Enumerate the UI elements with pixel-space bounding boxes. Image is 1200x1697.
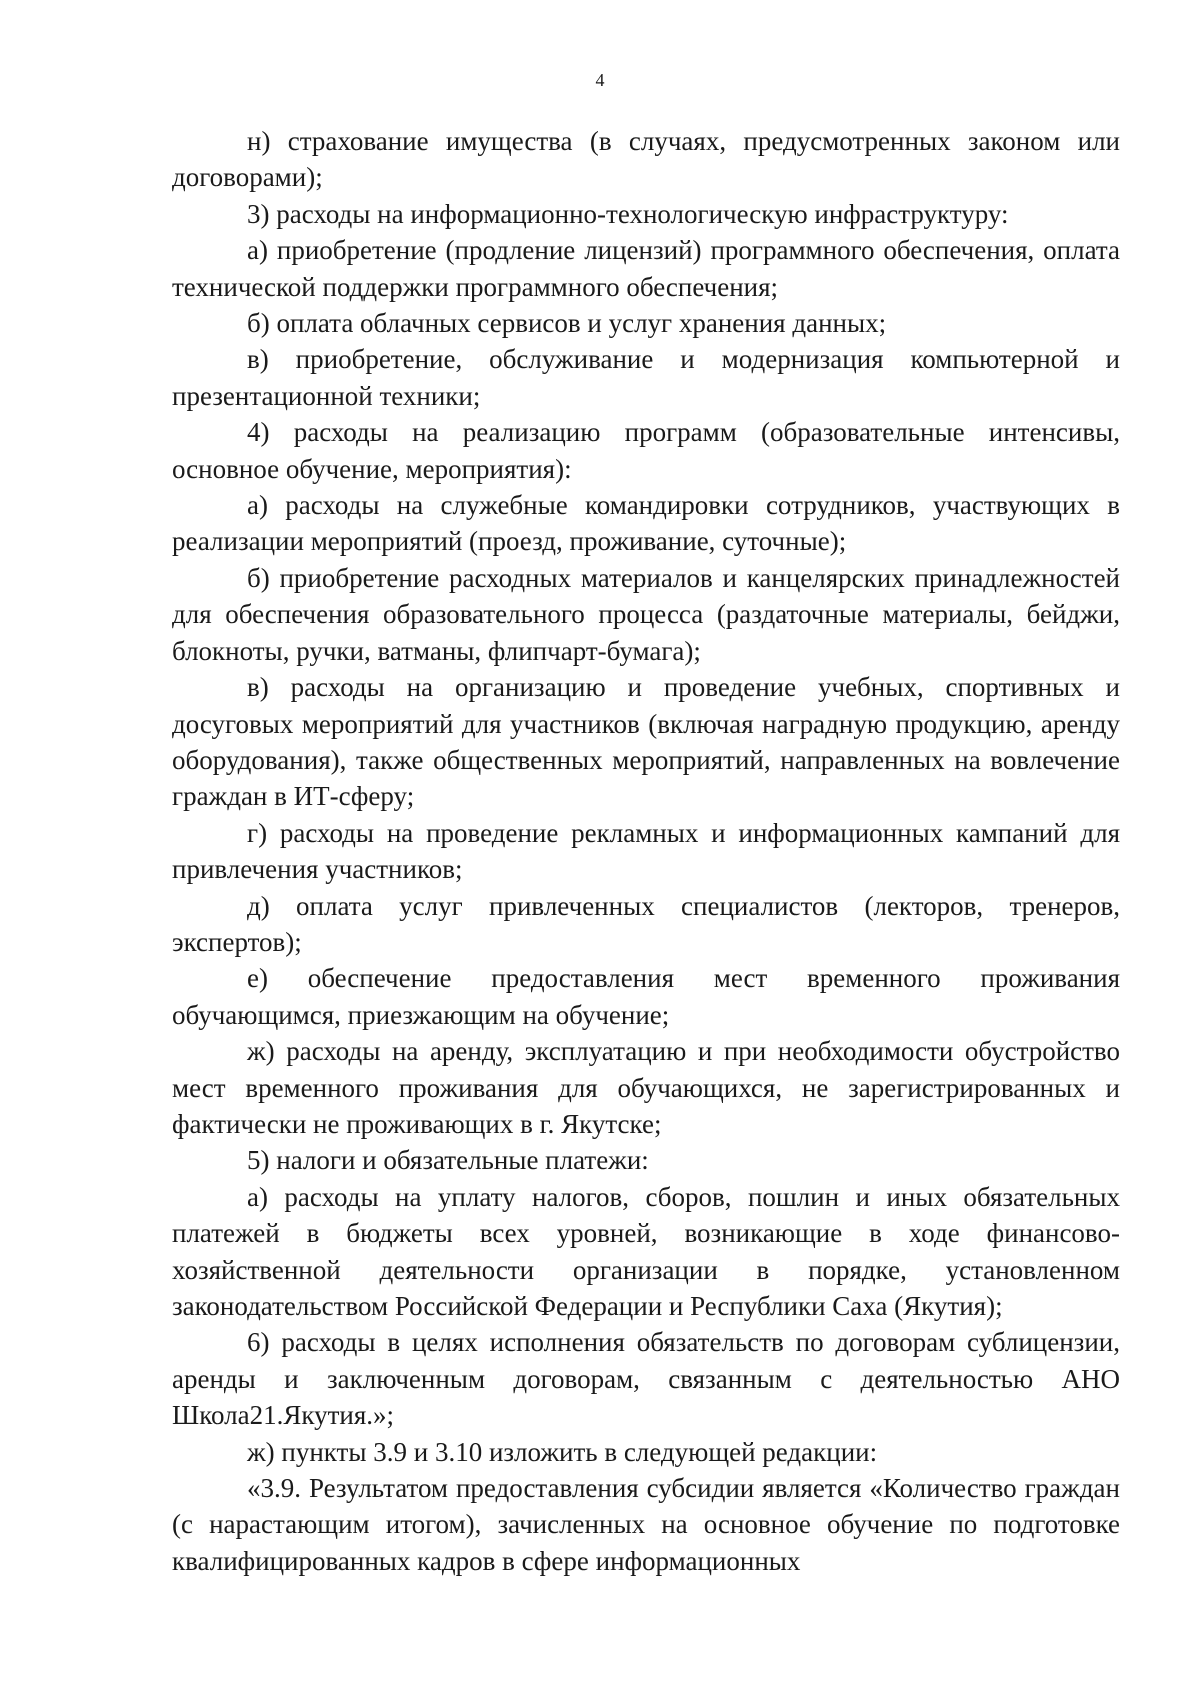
paragraph-consumables: б) приобретение расходных материалов и канцелярских принадлежностей для обеспечения образовательного процесса (раздаточные материалы, бейджи, блокноты, ручки, ватманы, флипчарт-бумага); bbox=[172, 562, 1120, 666]
paragraph-sublicense-obligations: 6) расходы в целях исполнения обязательств по договорам сублицензии, аренды и заключенным договорам, связанным с деятельностью АНО Школа21.Якутия.»; bbox=[172, 1327, 1120, 1431]
paragraph-taxes: 5) налоги и обязательные платежи: bbox=[247, 1145, 649, 1176]
paragraph-subsidy-result: «3.9. Результатом предоставления субсидии является «Количество граждан (с нарастающим итогом), зачисленных на основное обучение по подготовке квалифицированных кадров в сфере информационных bbox=[172, 1473, 1120, 1576]
paragraph-program-expenses: 4) расходы на реализацию программ (образовательные интенсивы, основное обучение, мероприятия): bbox=[172, 417, 1120, 484]
paragraph-tax-payments: а) расходы на уплату налогов, сборов, пошлин и иных обязательных платежей в бюджеты всех уровней, возникающие в ходе финансово-хозяйственной деятельности организации в порядке, установленном законодательством Российской Федерации и Республики Саха (Якутия); bbox=[172, 1181, 1120, 1321]
paragraph-advertising: г) расходы на проведение рекламных и информационных кампаний для привлечения участников; bbox=[172, 817, 1120, 885]
document-body bbox=[172, 123, 1120, 1579]
paragraph-accommodation: е) обеспечение предоставления мест временного проживания обучающимся, приезжающим на обучение; bbox=[172, 963, 1120, 1030]
paragraph-cloud-services: б) оплата облачных сервисов и услуг хранения данных; bbox=[247, 308, 887, 339]
paragraph-computer-equipment: в) приобретение, обслуживание и модернизация компьютерной и презентационной техники; bbox=[172, 344, 1120, 411]
paragraph-accommodation-rent: ж) расходы на аренду, эксплуатацию и при необходимости обустройство мест временного проживания для обучающихся, не зарегистрированных и фактически не проживающих в г. Якутске; bbox=[172, 1036, 1120, 1139]
paragraph-it-infrastructure: 3) расходы на информационно-технологическую инфраструктуру: bbox=[247, 198, 1009, 229]
paragraph-events: в) расходы на организацию и проведение учебных, спортивных и досуговых мероприятий для участников (включая наградную продукцию, аренду оборудования), также общественных мероприятий, направленных на вовлечение граждан в ИТ-сферу; bbox=[172, 672, 1120, 812]
paragraph-software-licenses: а) приобретение (продление лицензий) программного обеспечения, оплата технической поддержки программного обеспечения; bbox=[172, 235, 1120, 302]
paragraph-amendment-3-9-3-10: ж) пункты 3.9 и 3.10 изложить в следующей редакции: bbox=[247, 1436, 878, 1467]
paragraph-specialists: д) оплата услуг привлеченных специалистов (лекторов, тренеров, экспертов); bbox=[172, 890, 1120, 957]
paragraph-business-trips: а) расходы на служебные командировки сотрудников, участвующих в реализации мероприятий (проезд, проживание, суточные); bbox=[172, 490, 1120, 557]
page-number: 4 bbox=[595, 70, 605, 90]
paragraph-property-insurance: н) страхование имущества (в случаях, предусмотренных законом или договорами); bbox=[172, 126, 1120, 193]
